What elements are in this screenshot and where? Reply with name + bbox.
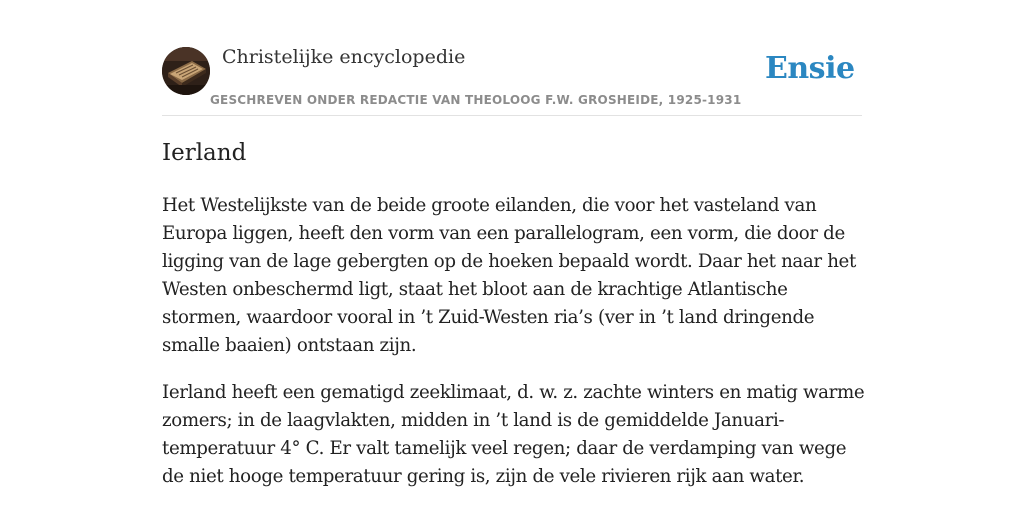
article-paragraph: Het Westelijkste van de beide groote eilanden, die voor het vasteland van Europa liggen, heeft den vorm van een parallelogram, een vorm, die door de ligging van de lage gebergten op de hoeken bepaald wordt. Daar het naar het Westen onbeschermd ligt, staat het bloot aan de krachtige Atlantische stormen, waardoor vooral in ’t Zuid-Westen ria’s (ver in ’t land dringende smalle baaien) ontstaan zijn. xyxy=(162,195,856,356)
book-cover-image xyxy=(162,47,210,95)
article-title: Ierland xyxy=(162,140,247,166)
article-paragraph: Ierland heeft een gematigd zeeklimaat, d. w. z. zachte winters en matig warme zomers; in de laagvlakten, midden in ’t land is de gemiddelde Januaritemperatuur 4° C. Er valt tamelijk veel regen; daar de verdamping van wege de niet hooge temperatuur gering is, zijn de vele rivieren rijk aan water. xyxy=(162,382,865,487)
article-body xyxy=(162,192,867,510)
source-avatar[interactable] xyxy=(162,47,210,95)
source-subtitle: GESCHREVEN ONDER REDACTIE VAN THEOLOOG F.W. GROSHEIDE, 1925-1931 xyxy=(210,93,742,107)
brand-logo[interactable]: Ensie xyxy=(765,51,855,86)
source-title[interactable]: Christelijke encyclopedie xyxy=(222,46,466,68)
header-divider xyxy=(162,115,862,116)
